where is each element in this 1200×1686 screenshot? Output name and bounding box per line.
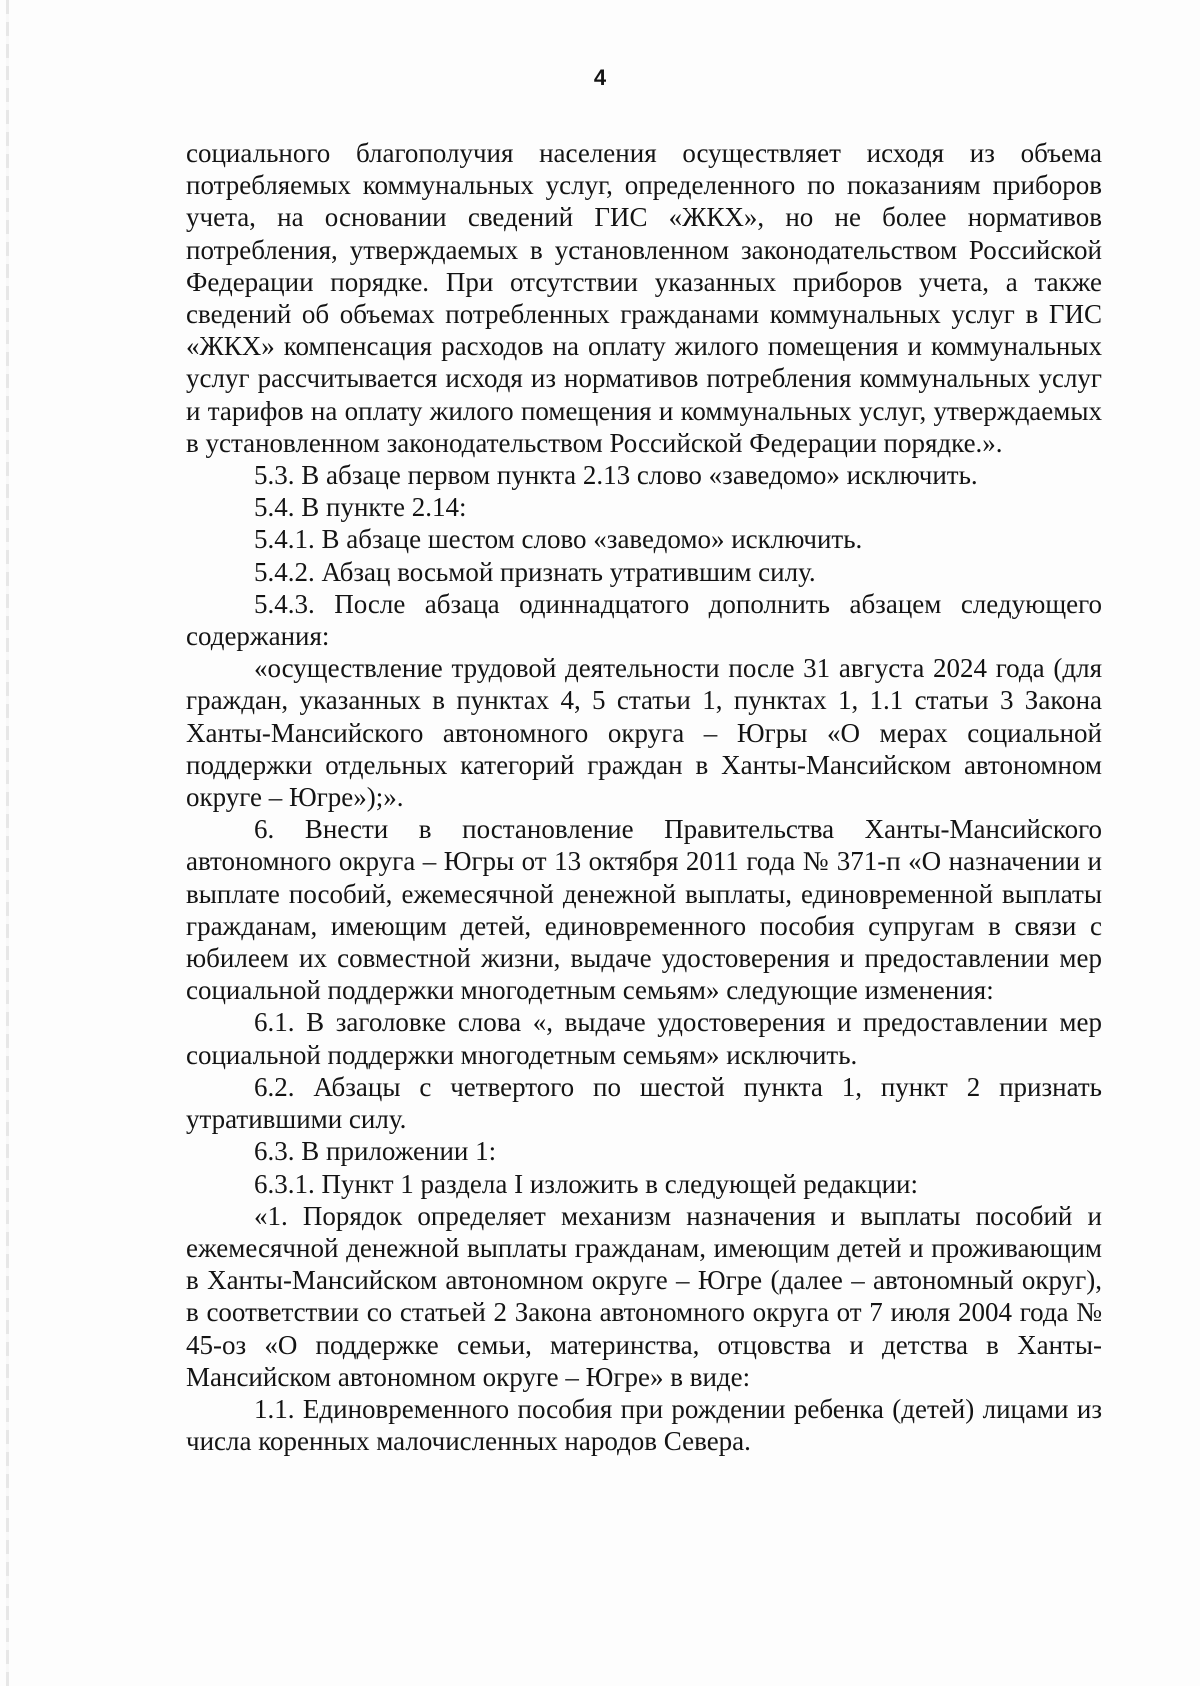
paragraph-6-3: 6.3. В приложении 1: — [254, 1136, 497, 1167]
paragraph-6-3-1: 6.3.1. Пункт 1 раздела I изложить в следующей редакции: — [254, 1168, 919, 1199]
paragraph-5-4-3: 5.4.3. После абзаца одиннадцатого дополнить абзацем следующего содержания: — [186, 588, 1102, 652]
document-body — [186, 137, 1102, 1457]
paragraph-6-2: 6.2. Абзацы с четвертого по шестой пункта 1, пункт 2 признать утратившими силу. — [186, 1071, 1102, 1135]
paragraph-continuation: социального благополучия населения осуществляет исходя из объема потребляемых коммунальных услуг, определенного по показаниям приборов учета, на основании сведений ГИС «ЖКХ», но не более нормативов потребления, утверждаемых в установленном законодательством Российской Федерации порядке. При отсутствии указанных приборов учета, а также сведений об объемах потребленных гражданами коммунальных услуг в ГИС «ЖКХ» компенсация расходов на оплату жилого помещения и коммунальных услуг рассчитывается исходя из нормативов потребления коммунальных услуг и тарифов на оплату жилого помещения и коммунальных услуг, утверждаемых в установленном законодательством Российской Федерации порядке.». — [186, 138, 1102, 458]
paragraph-5-4-1: 5.4.1. В абзаце шестом слово «заведомо» исключить. — [254, 524, 863, 555]
paragraph-5-3: 5.3. В абзаце первом пункта 2.13 слово «заведомо» исключить. — [254, 460, 978, 491]
paragraph-6-1: 6.1. В заголовке слова «, выдаче удостоверения и предоставлении мер социальной поддержки многодетным семьям» исключить. — [186, 1007, 1102, 1070]
paragraph-5-4: 5.4. В пункте 2.14: — [254, 492, 467, 523]
paragraph-1-1: 1.1. Единовременного пособия при рождении ребенка (детей) лицами из числа коренных малочисленных народов Севера. — [186, 1393, 1102, 1457]
paragraph-quoted-1: «1. Порядок определяет механизм назначения и выплаты пособий и ежемесячной денежной выплаты гражданам, имеющим детей и проживающим в Ханты-Мансийском автономном округе – Югре (далее – автономный округ), в соответствии со статьей 2 Закона автономного округа от 7 июля 2004 года № 45-оз «О поддержке семьи, материнства, отцовства и детства в Ханты-Мансийском автономном округе – Югре» в виде: — [186, 1200, 1102, 1392]
paragraph-6: 6. Внести в постановление Правительства Ханты-Мансийского автономного округа – Югры от 13 октября 2011 года № 371-п «О назначении и выплате пособий, ежемесячной денежной выплаты, единовременной выплаты гражданам, имеющим детей, единовременного пособия супругам в связи с юбилеем их совместной жизни, выдаче удостоверения и предоставлении мер социальной поддержки многодетным семьям» следующие изменения: — [186, 814, 1102, 1006]
scan-edge-artifact — [6, 0, 9, 1686]
page-number: 4 — [593, 65, 607, 90]
paragraph-quoted-insert: «осуществление трудовой деятельности после 31 августа 2024 года (для граждан, указанных в пунктах 4, 5 статьи 1, пунктах 1, 1.1 статьи 3 Закона Ханты-Мансийского автономного округа – Югры «О мерах социальной поддержки отдельных категорий граждан в Ханты-Мансийском автономном округе – Югре»);». — [186, 653, 1102, 813]
paragraph-5-4-2: 5.4.2. Абзац восьмой признать утратившим силу. — [254, 556, 816, 587]
